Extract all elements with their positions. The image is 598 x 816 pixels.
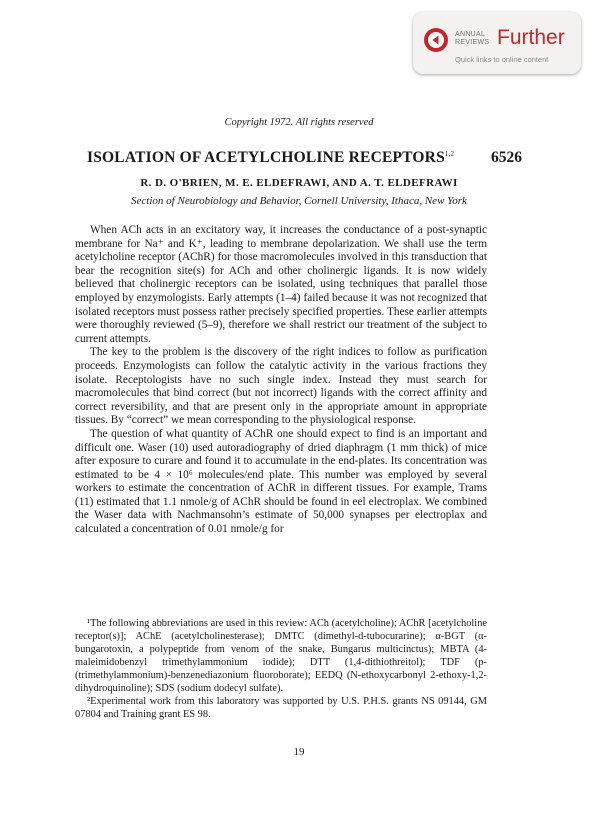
- play-arrow-circle-icon: [423, 27, 449, 53]
- annual-reviews-further-badge[interactable]: [413, 12, 581, 74]
- badge-quick-links: Quick links to online content: [455, 55, 549, 64]
- body-paragraph-1: When ACh acts in an excitatory way, it increases the conductance of a post-synaptic membrane for Na⁺ and K⁺, leading to membrane depolarization. We shall use the term acetylcholine receptor (AChR) for those macromolecules involved in this transduction that bear the recognition site(s) for ACh and other cholinergic ligands. It is now widely believed that cholinergic receptors can be isolated, using techniques that parallel those employed by enzymologists. Early attempts (1–4) failed because it was not recognized that isolated receptors must possess rather precisely specified properties. These earlier attempts were thoroughly reviewed (5–9), therefore we shall restrict our treatment of the subject to current attempts.: [75, 224, 487, 345]
- authors-line: R. D. O'BRIEN, M. E. ELDEFRAWI, AND A. T. ELDEFRAWI: [140, 177, 458, 189]
- body-paragraph-3: The question of what quantity of AChR one should expect to find is an important and difficult one. Waser (10) used autoradiography of dried diaphragm (1 mm thick) of mice after exposure to curare and found it to accumulate in the end-plates. Its concentration was estimated to be 4 × 10⁶ molecules/end plate. This number was employed by several workers to estimate the concentration of AChR in different tissues. For example, Trams (11) estimated that 1.1 nmole/g of AChR should be found in eel electroplax. We combined the Waser data with Nachmansohn’s estimate of 50,000 synapses per electroplax and calculated a concentration of 0.01 nmole/g for: [75, 427, 487, 536]
- badge-further-label: Further: [497, 26, 565, 49]
- copyright-line: Copyright 1972. All rights reserved: [224, 117, 374, 128]
- title-footnote-marks: 1,2: [444, 150, 455, 158]
- badge-reviews-label: REVIEWS: [455, 39, 490, 46]
- body-paragraph-2: The key to the problem is the discovery of the right indices to follow as purification proceeds. Enzymologists can follow the catalytic activity in the various fractions they isolate. Receptologists have no such single index. Instead they must search for macromolecules that bind correct (but not incorrect) ligands with the correct affinity and correct reversibility, and that are present only in the appropriate amount in appropriate tissues. By “correct” we mean corresponding to the physiological response.: [75, 346, 487, 427]
- footnotes: [75, 617, 487, 721]
- footnote-1: ¹The following abbreviations are used in this review: ACh (acetylcholine); AChR [acetylcholine receptor(s)]; AChE (acetylcholinesterase); DMTC (dimethyl-d-tubocurarine); α-BGT (α-bungarotoxin, a polypeptide from venom of the snake, Bungarus multicinctus); MBTA (4-maleimidobenzyl trimethylammonium iodide); DTT (1,4-dithiothreitol); TDF (p-(trimethylammonium)-benzenediazonium fluoroborate); EEDQ (N-ethoxycarbonyl 2-ethoxy-1,2-dihydroquinoline); SDS (sodium dodecyl sulfate).: [75, 618, 487, 694]
- paper-title-text: ISOLATION OF ACETYLCHOLINE RECEPTORS: [87, 149, 445, 166]
- footnote-2: ²Experimental work from this laboratory was supported by U.S. P.H.S. grants NS 09144, GM 07804 and Training grant ES 98.: [75, 696, 487, 720]
- page-number: 19: [293, 746, 305, 758]
- affiliation-line: Section of Neurobiology and Behavior, Cornell University, Ithaca, New York: [131, 195, 467, 207]
- badge-annual-label: ANNUAL: [455, 31, 486, 38]
- body-text: [75, 224, 487, 537]
- paper-title: [87, 149, 454, 167]
- document-number: 6526: [491, 149, 522, 166]
